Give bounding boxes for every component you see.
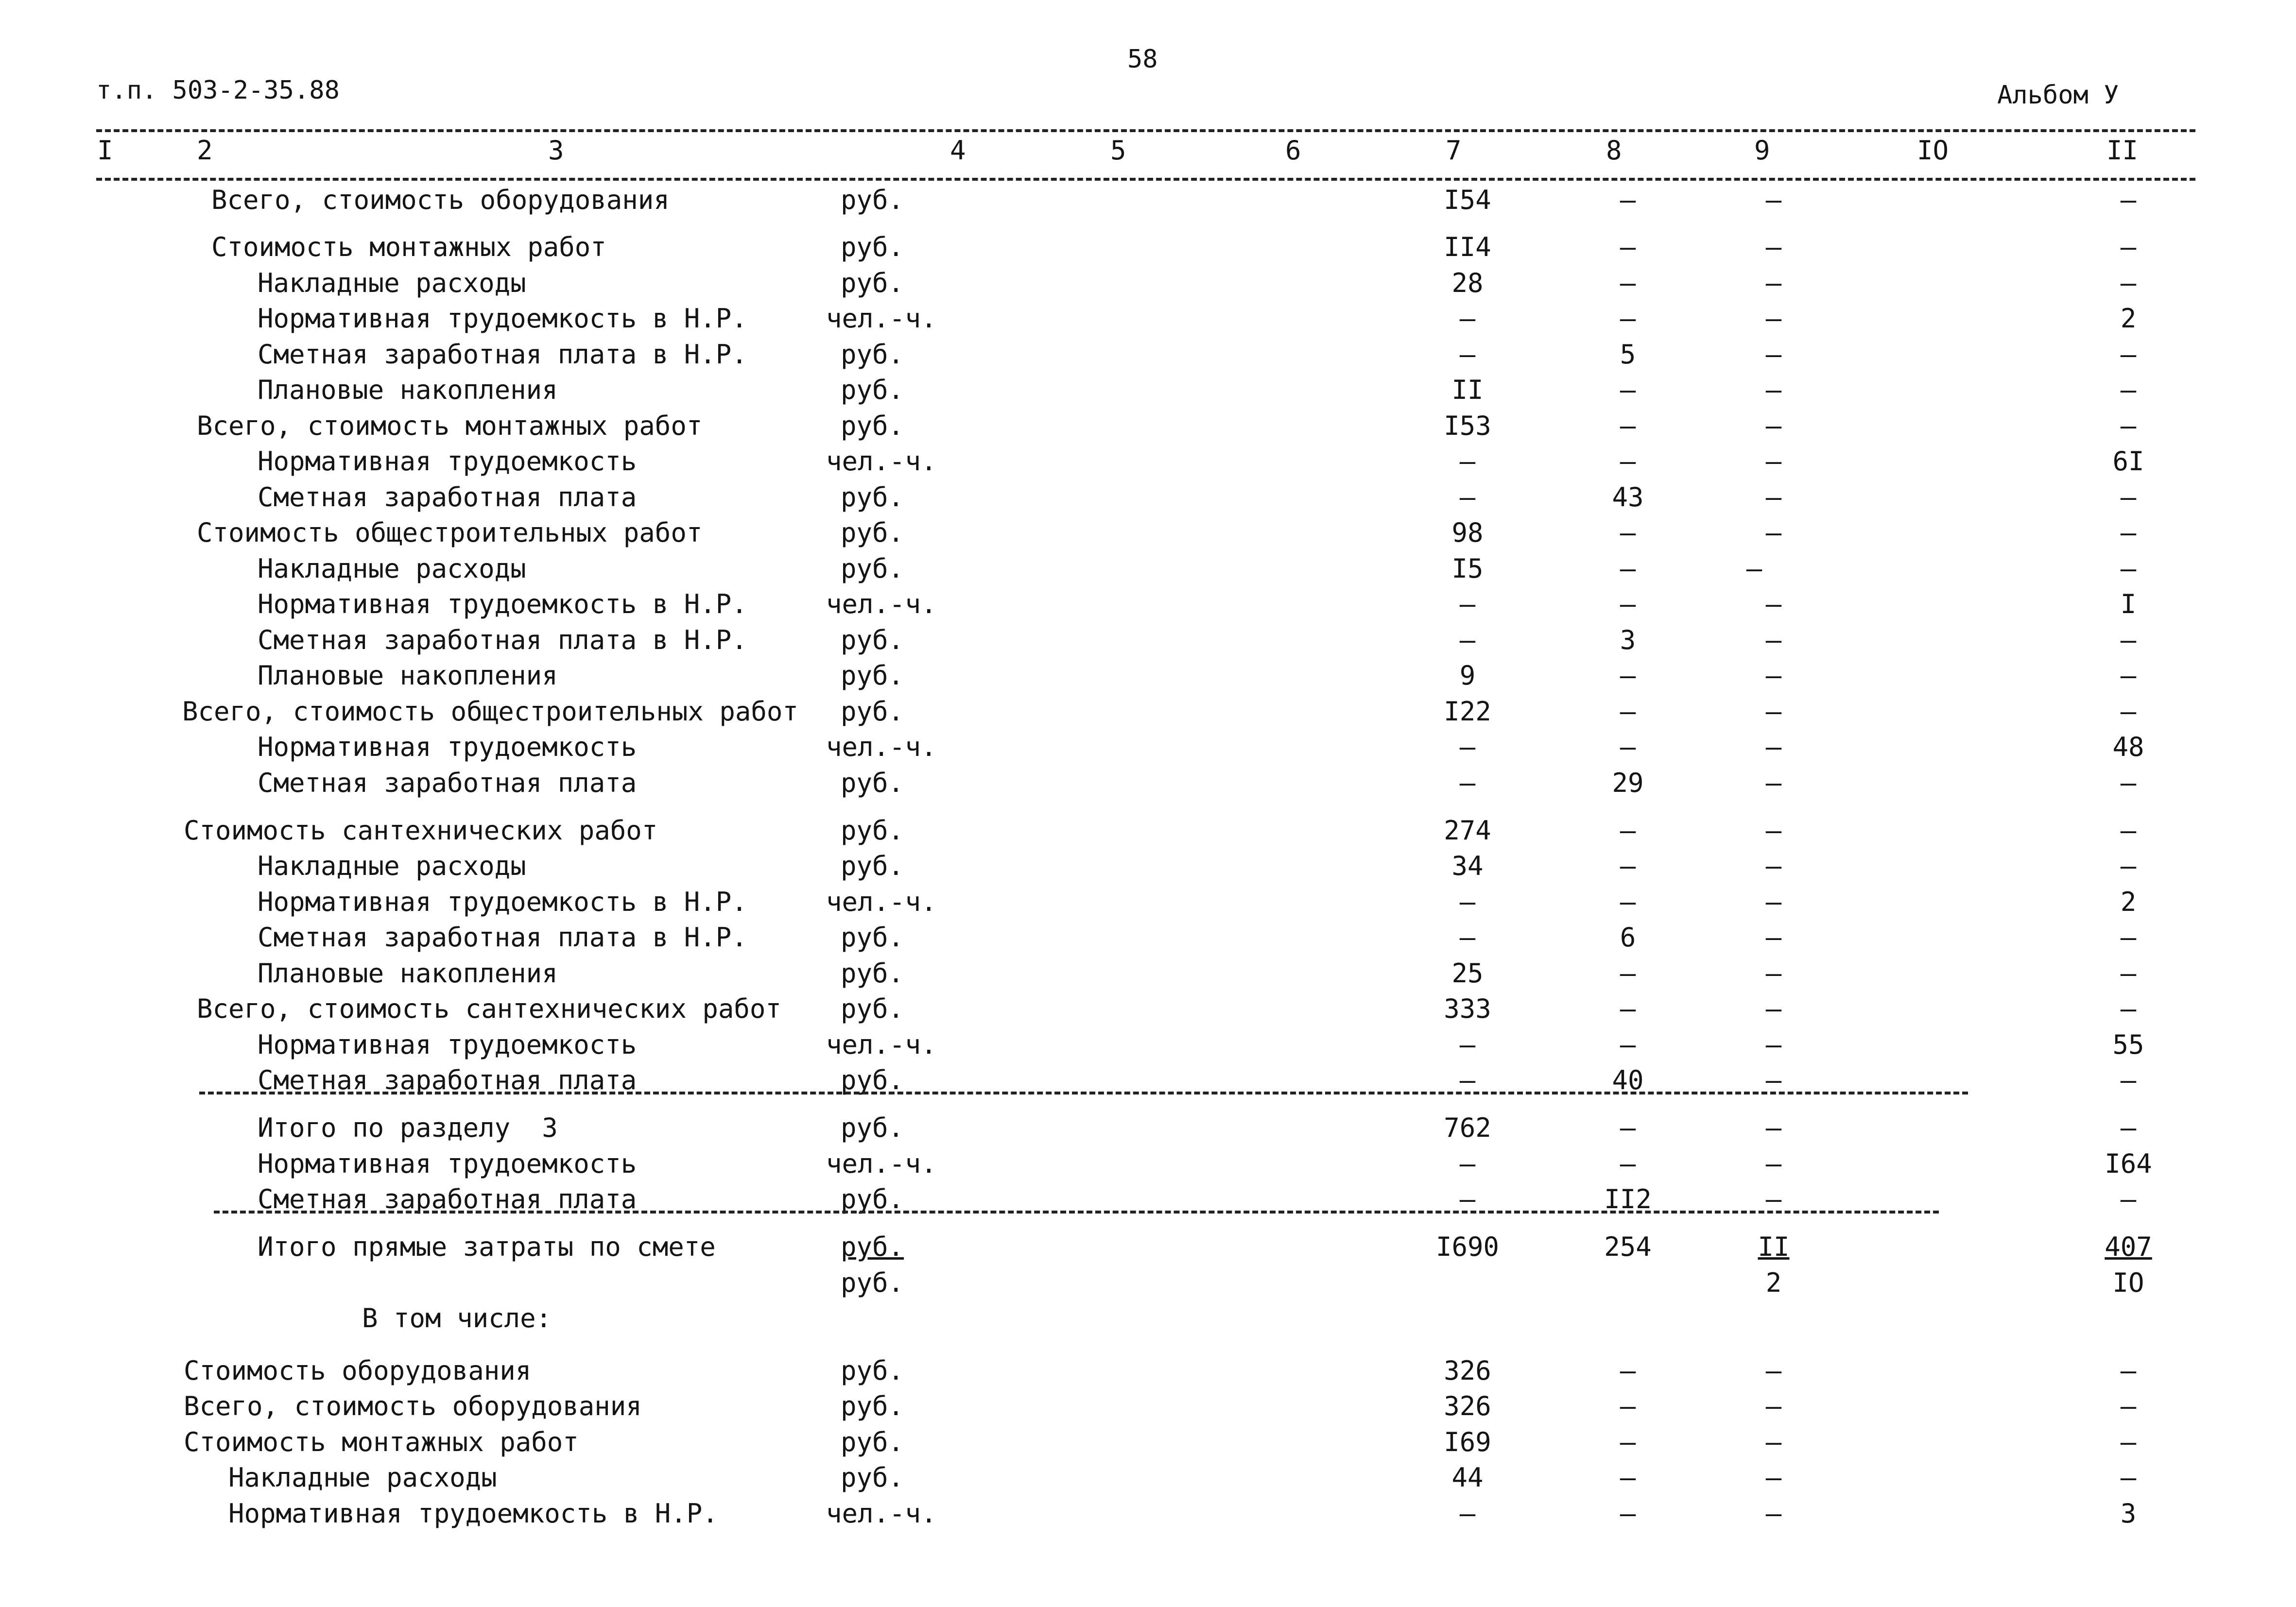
- cell-col8: –: [1620, 732, 1636, 762]
- row-unit: руб.: [841, 815, 904, 846]
- row-label: Сметная заработная плата: [258, 768, 637, 798]
- table-row: [0, 660, 2296, 694]
- cell-col8: –: [1620, 1355, 1636, 1386]
- row-label: Плановые накопления: [258, 375, 558, 405]
- row-unit: руб.: [841, 696, 904, 727]
- cell-col7: II: [1451, 375, 1484, 405]
- table-row: [0, 625, 2296, 659]
- cell-col11: –: [2120, 993, 2137, 1024]
- row-unit: руб.: [841, 922, 904, 953]
- cell-col8: 43: [1612, 482, 1644, 513]
- row-label: Накладные расходы: [228, 1462, 497, 1493]
- cell-col8: –: [1620, 446, 1636, 477]
- row-label: Сметная заработная плата: [258, 1184, 637, 1214]
- cell-col11: IO: [2112, 1267, 2144, 1298]
- cell-col8: –: [1620, 958, 1636, 989]
- row-label: Итого по разделу 3: [258, 1112, 558, 1143]
- row-label: Всего, стоимость оборудования: [184, 1391, 642, 1421]
- table-row: [0, 815, 2296, 849]
- cell-col9: –: [1765, 768, 1782, 798]
- cell-col9: 2: [1765, 1267, 1782, 1298]
- table-row: [0, 1231, 2296, 1265]
- column-header-4: 4: [950, 135, 966, 166]
- row-unit: руб.: [841, 517, 904, 548]
- row-unit: руб.: [841, 1184, 904, 1214]
- row-unit: руб.: [841, 1231, 904, 1262]
- cell-col8: –: [1620, 1498, 1636, 1529]
- column-header-3: 3: [548, 135, 564, 166]
- row-label: Нормативная трудоемкость в Н.Р.: [258, 303, 747, 334]
- row-label: Нормативная трудоемкость: [258, 1029, 637, 1060]
- cell-col9: –: [1765, 232, 1782, 262]
- cell-col11: –: [2120, 232, 2137, 262]
- row-label: Сметная заработная плата в Н.Р.: [258, 625, 747, 655]
- cell-col9: –: [1765, 339, 1782, 370]
- album-label: Альбом У: [1997, 81, 2119, 110]
- table-row: [0, 922, 2296, 956]
- table-row: [0, 232, 2296, 266]
- cell-col7: I69: [1444, 1427, 1491, 1457]
- cell-col11: –: [2120, 339, 2137, 370]
- table-row: [0, 517, 2296, 551]
- cell-col7: I53: [1444, 410, 1491, 441]
- cell-col8: –: [1620, 696, 1636, 727]
- cell-col9: –: [1765, 1391, 1782, 1421]
- section-divider: [214, 1211, 1939, 1214]
- cell-col7: –: [1459, 1065, 1476, 1095]
- row-label: Всего, стоимость монтажных работ: [197, 410, 703, 441]
- cell-col11: 3: [2120, 1498, 2137, 1529]
- cell-col8: 254: [1604, 1231, 1652, 1262]
- cell-col8: –: [1620, 1391, 1636, 1421]
- cell-col7: 326: [1444, 1391, 1491, 1421]
- row-label: В том числе:: [362, 1303, 552, 1333]
- cell-col9: –: [1765, 625, 1782, 655]
- row-label: Сметная заработная плата в Н.Р.: [258, 922, 747, 953]
- cell-col11: I: [2120, 589, 2137, 619]
- row-unit: руб.: [841, 1355, 904, 1386]
- cell-col11: –: [2120, 922, 2137, 953]
- page-number: 58: [1127, 45, 1158, 74]
- cell-col9: –: [1765, 185, 1782, 215]
- column-header-6: 6: [1285, 135, 1301, 166]
- cell-col9: –: [1765, 1427, 1782, 1457]
- cell-col11: 55: [2112, 1029, 2144, 1060]
- document-code: т.п. 503-2-35.88: [96, 76, 340, 105]
- cell-col7: –: [1459, 625, 1476, 655]
- table-row: [0, 1355, 2296, 1389]
- row-label: Сметная заработная плата: [258, 482, 637, 513]
- cell-col11: –: [2120, 1184, 2137, 1214]
- table-row: [0, 1267, 2296, 1301]
- cell-col9: –: [1765, 887, 1782, 917]
- cell-col9: –: [1765, 958, 1782, 989]
- table-row: [0, 993, 2296, 1027]
- cell-col9: –: [1765, 732, 1782, 762]
- cell-col11: 407: [2105, 1231, 2152, 1262]
- cell-col7: –: [1459, 589, 1476, 619]
- row-label: Стоимость монтажных работ: [184, 1427, 579, 1457]
- table-row: [0, 1427, 2296, 1461]
- row-label: Сметная заработная плата: [258, 1065, 637, 1095]
- row-unit: руб.: [841, 375, 904, 405]
- row-unit: руб.: [841, 1065, 904, 1095]
- row-label: Всего, стоимость общестроительных работ: [182, 696, 798, 727]
- cell-col11: 2: [2120, 303, 2137, 334]
- cell-col8: 3: [1620, 625, 1636, 655]
- cell-col11: –: [2120, 517, 2137, 548]
- table-row: [0, 1148, 2296, 1182]
- cell-col11: –: [2120, 768, 2137, 798]
- cell-col8: 5: [1620, 339, 1636, 370]
- cell-col7: 98: [1451, 517, 1484, 548]
- cell-col9: –: [1765, 1462, 1782, 1493]
- row-unit: руб.: [841, 958, 904, 989]
- row-label: Стоимость сантехнических работ: [184, 815, 658, 846]
- table-row: [0, 696, 2296, 730]
- cell-col7: I5: [1451, 553, 1484, 584]
- cell-col7: 25: [1451, 958, 1484, 989]
- cell-col7: I54: [1444, 185, 1491, 215]
- table-row: [0, 482, 2296, 516]
- cell-col11: –: [2120, 268, 2137, 298]
- row-label: Нормативная трудоемкость: [258, 732, 637, 762]
- cell-col11: 2: [2120, 887, 2137, 917]
- cell-col11: 48: [2112, 732, 2144, 762]
- cell-col8: –: [1620, 1148, 1636, 1179]
- row-unit: руб.: [841, 993, 904, 1024]
- row-unit: чел.-ч.: [826, 887, 937, 917]
- table-row: [0, 589, 2296, 623]
- cell-col9: –: [1746, 553, 1762, 584]
- cell-col8: 40: [1612, 1065, 1644, 1095]
- cell-col9: –: [1765, 660, 1782, 691]
- cell-col7: II4: [1444, 232, 1491, 262]
- row-label: Плановые накопления: [258, 660, 558, 691]
- row-label: Накладные расходы: [258, 851, 526, 881]
- cell-col8: –: [1620, 375, 1636, 405]
- cell-col8: 29: [1612, 768, 1644, 798]
- row-unit: руб.: [841, 410, 904, 441]
- cell-col9: –: [1765, 375, 1782, 405]
- cell-col9: –: [1765, 993, 1782, 1024]
- table-row: [0, 303, 2296, 337]
- row-label: Нормативная трудоемкость в Н.Р.: [258, 887, 747, 917]
- cell-col11: –: [2120, 660, 2137, 691]
- cell-col8: –: [1620, 815, 1636, 846]
- cell-col8: 6: [1620, 922, 1636, 953]
- cell-col11: –: [2120, 815, 2137, 846]
- table-row: [0, 339, 2296, 373]
- cell-col7: 326: [1444, 1355, 1491, 1386]
- row-unit: руб.: [841, 1267, 904, 1298]
- column-header-5: 5: [1110, 135, 1126, 166]
- header-top-rule: [96, 129, 2195, 132]
- cell-col8: –: [1620, 1462, 1636, 1493]
- table-row: [0, 1498, 2296, 1532]
- table-row: [0, 768, 2296, 802]
- cell-col7: I22: [1444, 696, 1491, 727]
- cell-col8: –: [1620, 887, 1636, 917]
- table-row: [0, 1391, 2296, 1425]
- row-unit: чел.-ч.: [826, 1498, 937, 1529]
- cell-col7: –: [1459, 446, 1476, 477]
- row-label: Плановые накопления: [258, 958, 558, 989]
- cell-col11: I64: [2105, 1148, 2152, 1179]
- cell-col11: –: [2120, 482, 2137, 513]
- row-unit: чел.-ч.: [826, 589, 937, 619]
- row-label: Стоимость общестроительных работ: [197, 517, 703, 548]
- row-label: Накладные расходы: [258, 268, 526, 298]
- cell-col11: –: [2120, 1065, 2137, 1095]
- column-header-11: II: [2106, 135, 2139, 166]
- cell-col7: 274: [1444, 815, 1491, 846]
- cell-col9: –: [1765, 851, 1782, 881]
- cell-col9: –: [1765, 446, 1782, 477]
- row-unit: руб.: [841, 232, 904, 262]
- cell-col8: –: [1620, 851, 1636, 881]
- row-unit: руб.: [841, 553, 904, 584]
- cell-col11: –: [2120, 625, 2137, 655]
- cell-col9: –: [1765, 815, 1782, 846]
- cell-col7: 28: [1451, 268, 1484, 298]
- table-row: [0, 1303, 2296, 1337]
- cell-col9: –: [1765, 922, 1782, 953]
- cell-col11: –: [2120, 1391, 2137, 1421]
- section-divider: [199, 1092, 1968, 1094]
- cell-col8: –: [1620, 553, 1636, 584]
- cell-col9: –: [1765, 410, 1782, 441]
- cell-col8: –: [1620, 410, 1636, 441]
- cell-col7: –: [1459, 1184, 1476, 1214]
- row-unit: руб.: [841, 625, 904, 655]
- table-row: [0, 1462, 2296, 1496]
- cell-col11: –: [2120, 553, 2137, 584]
- row-unit: руб.: [841, 768, 904, 798]
- row-label: Всего, стоимость оборудования: [211, 185, 670, 215]
- cell-col9: –: [1765, 1112, 1782, 1143]
- row-unit: руб.: [841, 660, 904, 691]
- row-unit: чел.-ч.: [826, 1029, 937, 1060]
- cell-col9: II: [1758, 1231, 1790, 1262]
- row-label: Нормативная трудоемкость: [258, 1148, 637, 1179]
- cell-col7: –: [1459, 768, 1476, 798]
- cell-col7: 762: [1444, 1112, 1491, 1143]
- cell-col11: –: [2120, 375, 2137, 405]
- column-header-7: 7: [1446, 135, 1462, 166]
- cell-col7: 34: [1451, 851, 1484, 881]
- cell-col8: –: [1620, 1427, 1636, 1457]
- row-label: Накладные расходы: [258, 553, 526, 584]
- cell-col11: –: [2120, 1462, 2137, 1493]
- table-row: [0, 446, 2296, 480]
- cell-col11: –: [2120, 696, 2137, 727]
- row-label: Нормативная трудоемкость в Н.Р.: [258, 589, 747, 619]
- cell-col7: –: [1459, 1498, 1476, 1529]
- column-header-8: 8: [1606, 135, 1622, 166]
- row-label: Всего, стоимость сантехнических работ: [197, 993, 781, 1024]
- cell-col11: –: [2120, 185, 2137, 215]
- row-unit: руб.: [841, 1462, 904, 1493]
- table-row: [0, 851, 2296, 885]
- row-label: Стоимость монтажных работ: [211, 232, 606, 262]
- cell-col7: –: [1459, 1148, 1476, 1179]
- row-label: Итого прямые затраты по смете: [258, 1231, 716, 1262]
- row-unit: руб.: [841, 482, 904, 513]
- cell-col9: –: [1765, 1184, 1782, 1214]
- row-unit: руб.: [841, 851, 904, 881]
- cell-col8: –: [1620, 589, 1636, 619]
- cell-col7: 44: [1451, 1462, 1484, 1493]
- cell-col8: –: [1620, 185, 1636, 215]
- row-unit: руб.: [841, 1427, 904, 1457]
- cell-col8: –: [1620, 1112, 1636, 1143]
- table-row: [0, 887, 2296, 921]
- cell-col8: –: [1620, 993, 1636, 1024]
- cell-col9: –: [1765, 517, 1782, 548]
- table-row: [0, 185, 2296, 219]
- cell-col8: –: [1620, 303, 1636, 334]
- cell-col7: I690: [1435, 1231, 1500, 1262]
- row-unit: руб.: [841, 339, 904, 370]
- cell-col9: –: [1765, 589, 1782, 619]
- cell-col9: –: [1765, 303, 1782, 334]
- row-unit: руб.: [841, 1391, 904, 1421]
- cell-col7: –: [1459, 732, 1476, 762]
- cell-col7: –: [1459, 922, 1476, 953]
- table-row: [0, 1029, 2296, 1063]
- cell-col9: –: [1765, 1148, 1782, 1179]
- cell-col7: –: [1459, 1029, 1476, 1060]
- cell-col7: 333: [1444, 993, 1491, 1024]
- table-row: [0, 375, 2296, 409]
- row-unit: чел.-ч.: [826, 303, 937, 334]
- table-row: [0, 1112, 2296, 1146]
- cell-col7: –: [1459, 303, 1476, 334]
- row-unit: руб.: [841, 1112, 904, 1143]
- row-unit: чел.-ч.: [826, 1148, 937, 1179]
- table-row: [0, 553, 2296, 587]
- row-unit: руб.: [841, 268, 904, 298]
- cell-col8: –: [1620, 660, 1636, 691]
- cell-col9: –: [1765, 1355, 1782, 1386]
- table-row: [0, 268, 2296, 302]
- row-unit: руб.: [841, 185, 904, 215]
- cell-col11: 6I: [2112, 446, 2144, 477]
- table-row: [0, 732, 2296, 766]
- cell-col9: –: [1765, 696, 1782, 727]
- cell-col7: –: [1459, 887, 1476, 917]
- column-header-9: 9: [1754, 135, 1770, 166]
- cell-col9: –: [1765, 1498, 1782, 1529]
- cell-col8: –: [1620, 268, 1636, 298]
- cell-col7: 9: [1459, 660, 1476, 691]
- cell-col8: II2: [1604, 1184, 1652, 1214]
- cell-col9: –: [1765, 1065, 1782, 1095]
- cell-col7: –: [1459, 482, 1476, 513]
- table-row: [0, 410, 2296, 444]
- cell-col11: –: [2120, 1427, 2137, 1457]
- cell-col11: –: [2120, 851, 2137, 881]
- row-label: Нормативная трудоемкость в Н.Р.: [228, 1498, 718, 1529]
- cell-col9: –: [1765, 482, 1782, 513]
- row-label: Сметная заработная плата в Н.Р.: [258, 339, 747, 370]
- column-header-2: 2: [197, 135, 213, 166]
- cell-col9: –: [1765, 268, 1782, 298]
- cell-col8: –: [1620, 517, 1636, 548]
- cell-col8: –: [1620, 1029, 1636, 1060]
- cell-col11: –: [2120, 958, 2137, 989]
- row-label: Нормативная трудоемкость: [258, 446, 637, 477]
- table-row: [0, 958, 2296, 992]
- cell-col11: –: [2120, 1112, 2137, 1143]
- header-bottom-rule: [96, 178, 2195, 181]
- cell-col7: –: [1459, 339, 1476, 370]
- row-label: Стоимость оборудования: [184, 1355, 532, 1386]
- row-unit: чел.-ч.: [826, 732, 937, 762]
- cell-col8: –: [1620, 232, 1636, 262]
- cell-col9: –: [1765, 1029, 1782, 1060]
- cell-col11: –: [2120, 1355, 2137, 1386]
- cell-col11: –: [2120, 410, 2137, 441]
- column-header-1: I: [97, 135, 113, 166]
- column-header-10: IO: [1917, 135, 1949, 166]
- row-unit: чел.-ч.: [826, 446, 937, 477]
